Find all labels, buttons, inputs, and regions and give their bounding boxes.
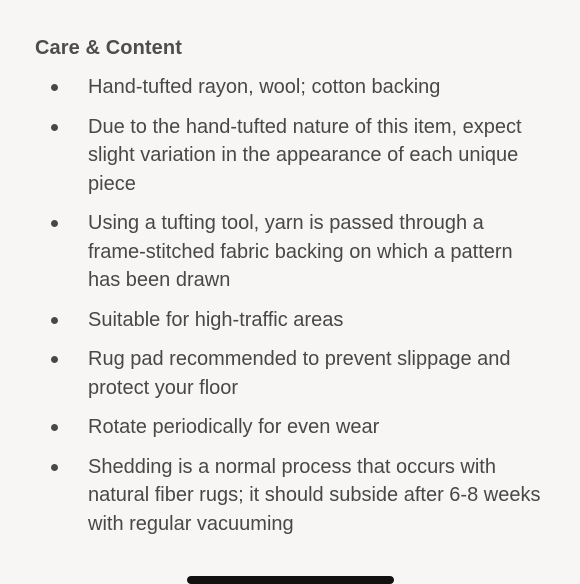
- bullet-icon: [51, 220, 58, 227]
- care-list: [0, 73, 580, 549]
- list-item-text: Suitable for high-traffic areas: [88, 308, 344, 331]
- list-item-text: Using a tufting tool, yarn is passed through a frame-stitched fabric backing on which a pattern has been drawn: [88, 212, 513, 291]
- bullet-icon: [51, 124, 58, 131]
- list-item-text: Shedding is a normal process that occurs with natural fiber rugs; it should subside after 6-8 weeks with regular vacuuming: [88, 455, 541, 535]
- list-item: [0, 453, 580, 539]
- list-item: [0, 306, 580, 335]
- bullet-icon: [51, 464, 58, 471]
- bullet-icon: [51, 424, 58, 431]
- list-item-text: Hand-tufted rayon, wool; cotton backing: [88, 76, 441, 98]
- section-title: Care & Content: [35, 37, 182, 59]
- list-item: [0, 113, 580, 199]
- bullet-icon: [51, 356, 58, 363]
- list-item-text: Due to the hand-tufted nature of this item, expect slight variation in the appearance of each unique piece: [88, 115, 522, 195]
- list-item-text: Rug pad recommended to prevent slippage and protect your floor: [88, 348, 511, 399]
- list-item: [0, 413, 580, 442]
- bullet-icon: [51, 84, 58, 91]
- list-item: [0, 209, 580, 295]
- list-item: [0, 345, 580, 402]
- home-indicator[interactable]: [187, 576, 394, 584]
- list-item-text: Rotate periodically for even wear: [88, 416, 380, 438]
- list-item: [0, 73, 580, 102]
- bullet-icon: [51, 317, 58, 324]
